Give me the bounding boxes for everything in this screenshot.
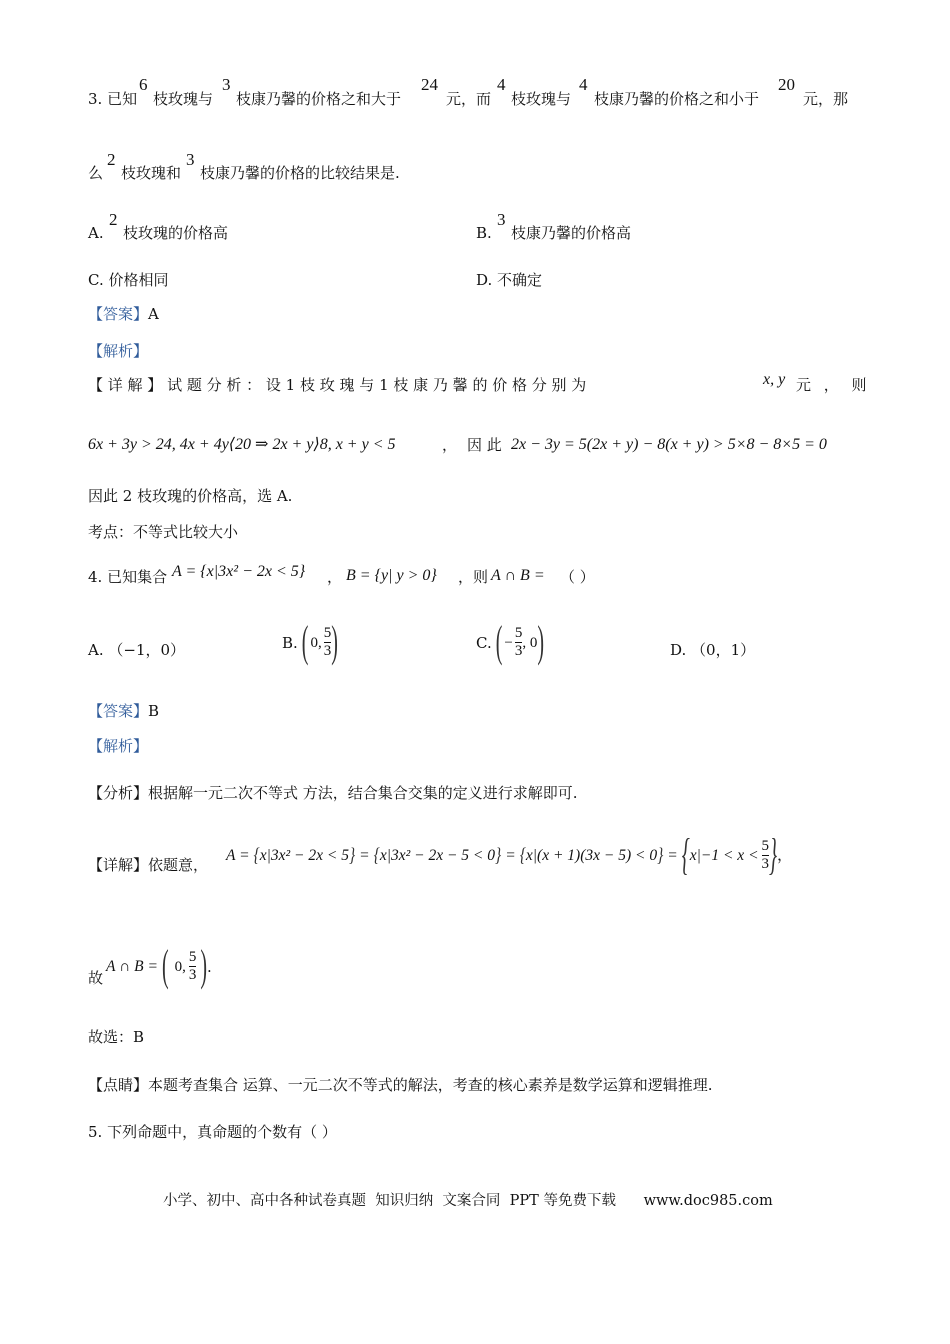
q3-line2-a: 么 [88,164,104,182]
q3-num-20: 20 [778,75,795,94]
q4-fenxi: 【分析】根据解一元二次不等式 方法，结合集合交集的定义进行求解即可. [88,784,578,802]
q4-answer: 【答案】B [88,702,160,720]
q4-detail-equation: A = { x|3x² − 2x < 5 } = { x|3x² − 2x − 5 < 0 } = { x|(x + 1)(3x − 5) < 0 } = { x|−1 < x < $\frac{5}{3}$ } ， [226,831,793,881]
q4-option-b: B. ( 0, $\frac{5}{3}$ ) [282,618,338,668]
q3-yinci: 因 此 [467,436,502,454]
q4-stem-a: 4. 已知集合 [88,568,168,586]
q4-option-c: C. ( − $\frac{5}{3}$ , 0 ) [476,618,545,668]
q4-sep: ， [327,568,343,586]
q3-text-f: 枝康乃馨的价格之和小于 [594,90,760,108]
q3-line2-num-2: 2 [107,150,116,169]
q4-option-d: D. （0，1） [670,641,756,659]
q4-set-a: A = {x|3x² − 2x < 5} [172,563,306,580]
q3-option-a-label: A. [88,224,104,242]
q3-num-24: 24 [421,75,438,94]
q3-num-4a: 4 [497,75,506,94]
q4-dianjing: 【点睛】本题考查集合 运算、一元二次不等式的解法，考查的核心素养是数学运算和逻辑推理. [88,1076,713,1094]
q3-option-b-num: 3 [497,210,506,229]
q3-text-d: 元，而 [446,90,492,108]
q3-text-b: 枝玫瑰与 [153,90,214,108]
q3-formula-right: 2x − 3y = 5(2x + y) − 8(x + y) > 5×8 − 8×5 = 0 [511,436,827,453]
q3-option-a-num: 2 [109,210,118,229]
answer-value: A [148,305,159,323]
answer-tag: 【答案】 [88,305,149,323]
q3-text-g: 元，那 [803,90,849,108]
q4-guxuan: 故选：B [88,1028,145,1046]
q3-option-c: C. 价格相同 [88,271,169,289]
q3-option-b-text: 枝康乃馨的价格高 [511,224,632,242]
q3-xy: x, y [763,371,786,388]
q3-line2-num-3: 3 [186,150,195,169]
q3-stem-line1: 3. 已知 [88,90,138,108]
page-footer: 小学、初中、高中各种试卷真题 知识归纳 文案合同 PPT 等免费下载 www.doc985.com [163,1193,773,1209]
q5-stem: 5. 下列命题中，真命题的个数有（ ） [88,1123,337,1141]
q4-gu-expression: A ∩ B = ( 0, $\frac{5}{3}$ ) . [106,942,212,992]
q3-kaodian: 考点：不等式比较大小 [88,523,239,541]
q3-line2-c: 枝康乃馨的价格的比较结果是. [200,164,400,182]
q3-analysis-tag: 【解析】 [88,342,149,360]
q4-gu: 故 [88,969,104,987]
q4-analysis-tag: 【解析】 [88,737,149,755]
q4-stem-b: ，则 [458,568,489,586]
q3-formula-left: 6x + 3y > 24, 4x + 4y⟨20 ⇒ 2x + y⟩8, x + y < 5 [88,436,396,453]
q4-xiangjie-tag: 【详解】依题意， [88,856,209,874]
q3-text-c: 枝康乃馨的价格之和大于 [236,90,402,108]
q3-detail-line: 【 详 解 】 试 题 分 析 ： 设 1 枝 玫 瑰 与 1 枝 康 乃 馨 的 价 格 分 别 为 [88,376,587,394]
q4-option-a: A. （−1，0） [88,641,186,659]
q3-yuan: 元 ， 则 [796,376,867,394]
q4-cap: A ∩ B = [491,567,545,584]
q3-num-4b: 4 [579,75,588,94]
q3-comma: ， [442,436,458,454]
q3-option-d: D. 不确定 [476,271,543,289]
q3-option-b-label: B. [476,224,492,242]
q3-num-3: 3 [222,75,231,94]
q4-blank: （ ） [560,568,595,586]
q3-option-a-text: 枝玫瑰的价格高 [123,224,229,242]
q4-set-b: B = {y| y > 0} [346,567,437,584]
q3-text-e: 枝玫瑰与 [511,90,572,108]
q3-answer [88,307,159,322]
q3-num-6: 6 [139,75,148,94]
q3-conclusion: 因此 2 枝玫瑰的价格高，选 A. [88,487,293,505]
q3-line2-b: 枝玫瑰和 [121,164,182,182]
